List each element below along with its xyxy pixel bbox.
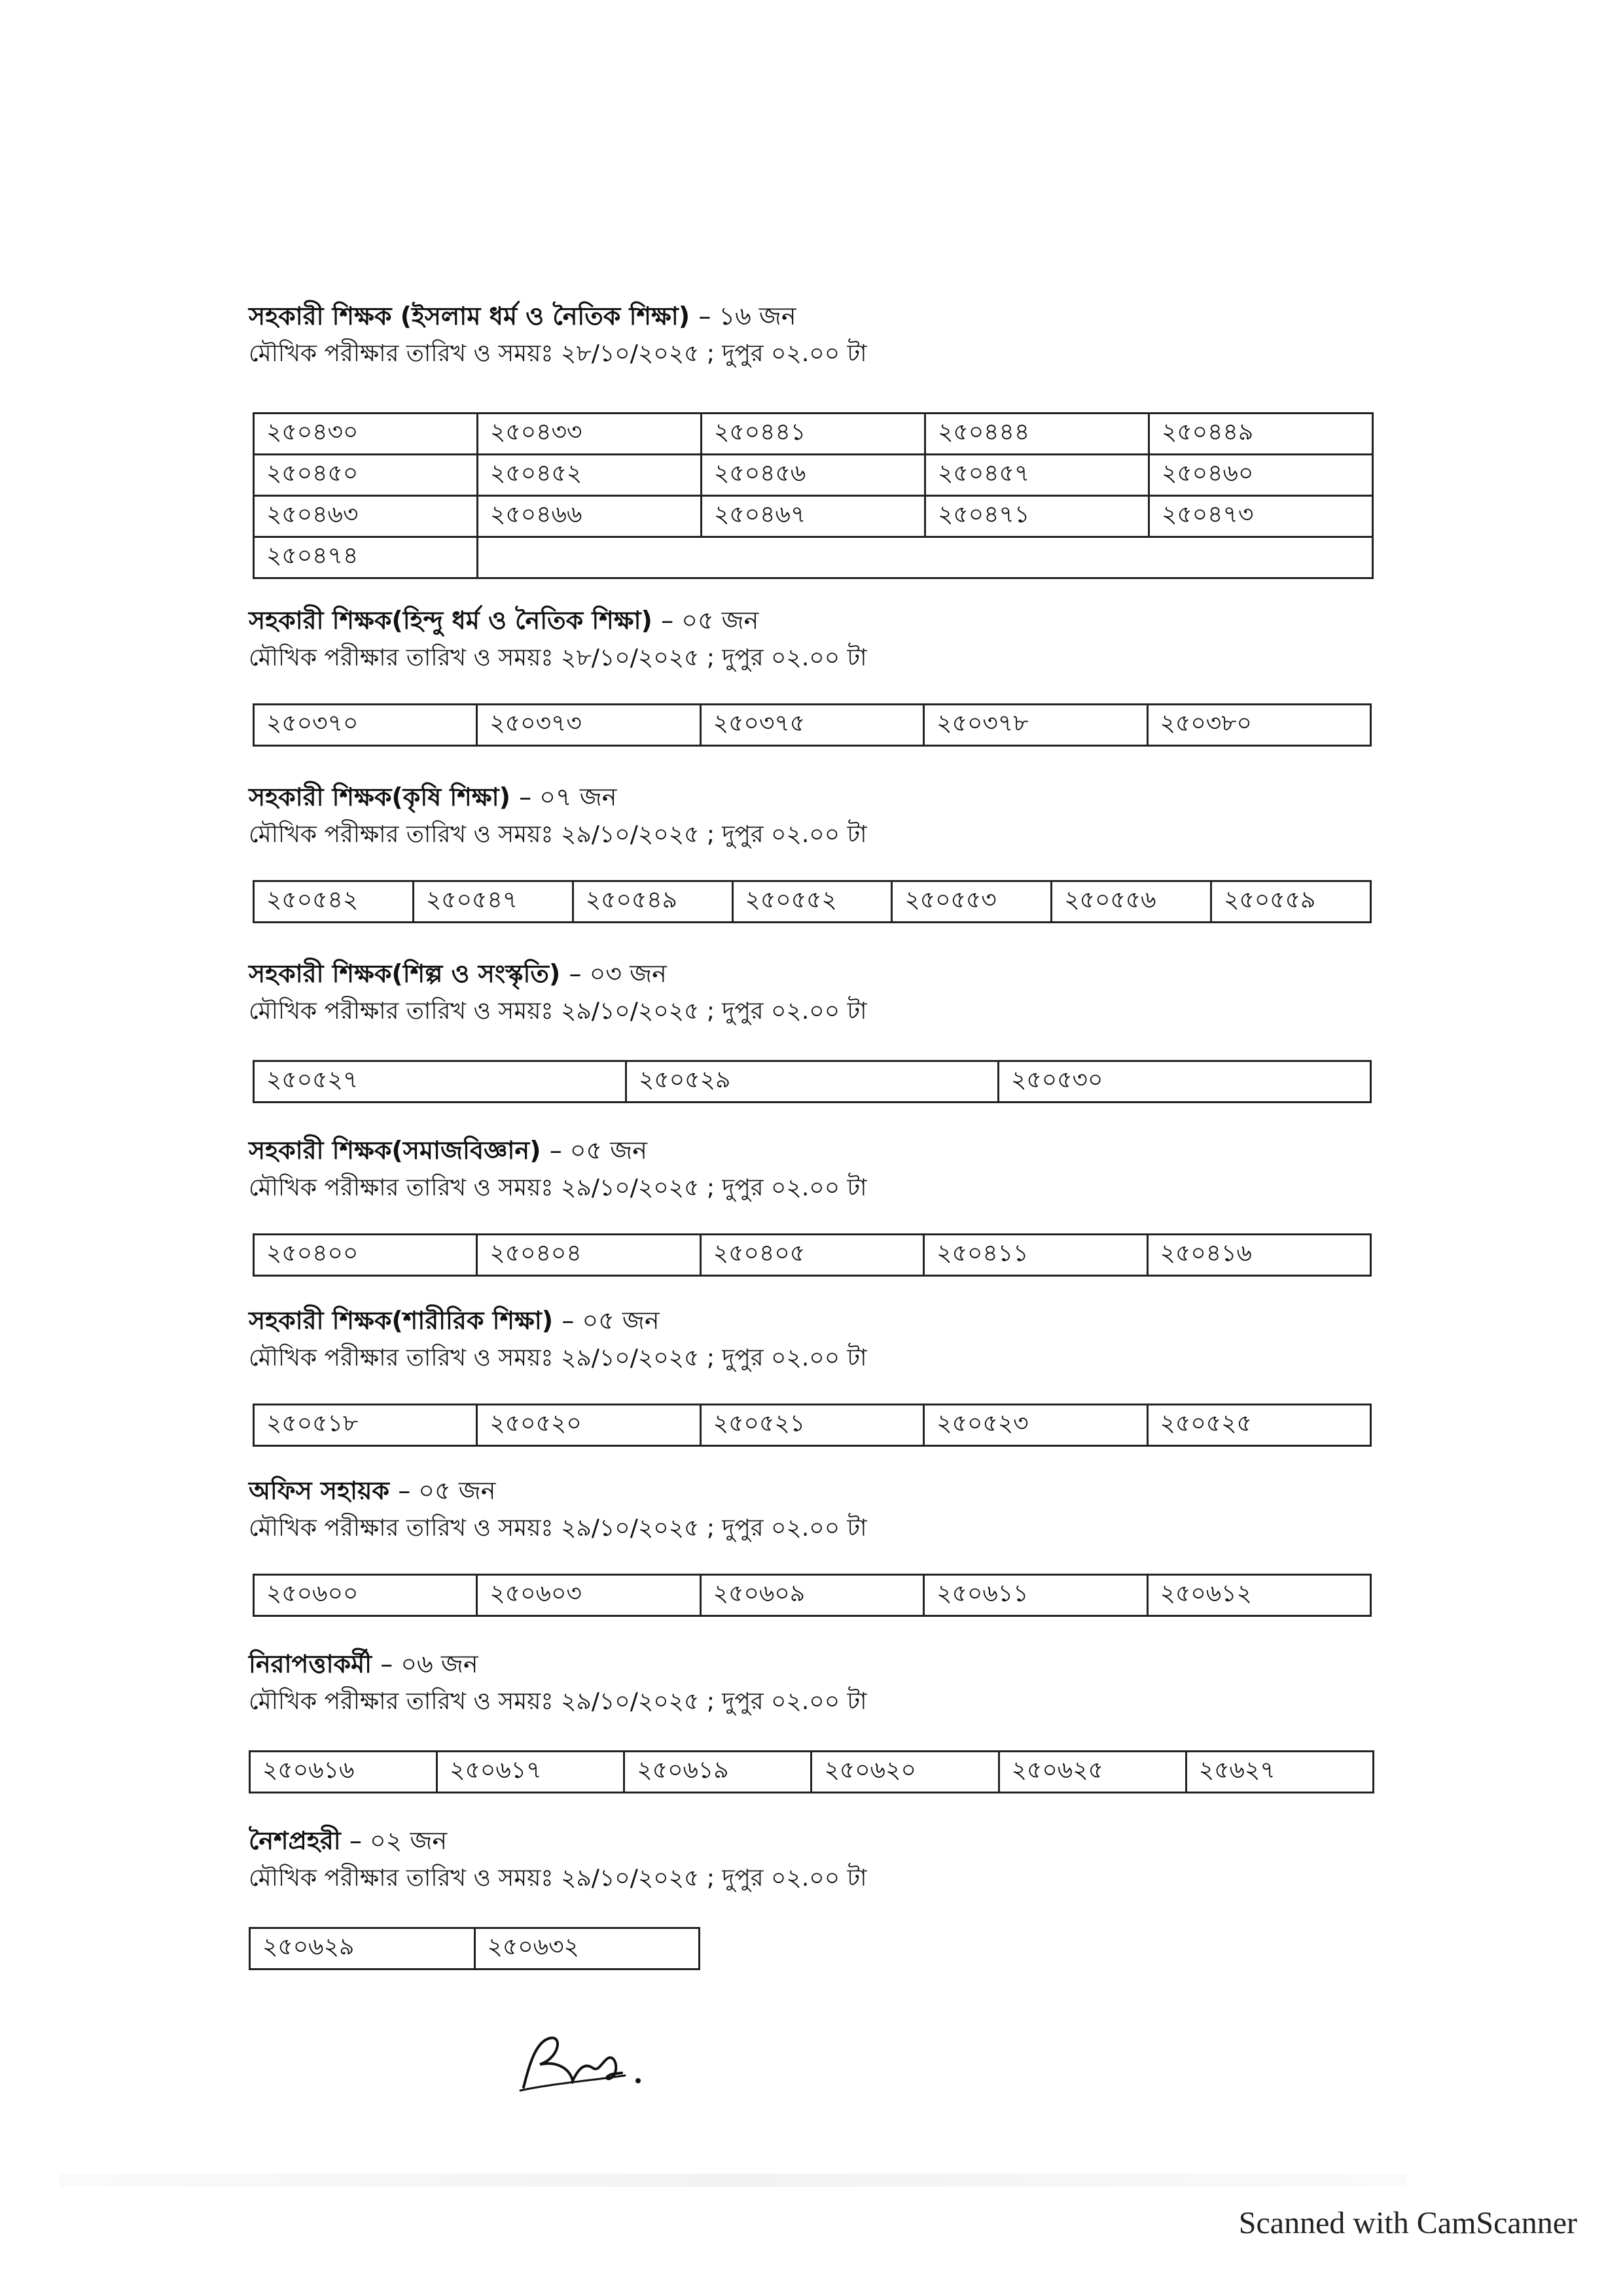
section-count: – ০৭ জন <box>519 783 617 811</box>
roll-cell: ২৫০৩৭৩ <box>477 705 700 746</box>
signature-drawing <box>510 2022 654 2100</box>
section-schedule: মৌখিক পরীক্ষার তারিখ ও সময়ঃ ২৯/১০/২০২৫ ; দুপুর ০২.০০ টা <box>249 821 867 848</box>
signature <box>510 2022 654 2103</box>
roll-table <box>253 1574 1372 1617</box>
roll-cell: ২৫০৩৭৮ <box>924 705 1147 746</box>
roll-cell: ২৫০৪৪৪ <box>925 414 1149 455</box>
section-schedule: মৌখিক পরীক্ষার তারিখ ও সময়ঃ ২৯/১০/২০২৫ ; দুপুর ০২.০০ টা <box>249 1865 867 1892</box>
roll-cell: ২৫০৪৫৭ <box>925 455 1149 496</box>
section-schedule: মৌখিক পরীক্ষার তারিখ ও সময়ঃ ২৮/১০/২০২৫ ; দুপুর ০২.০০ টা <box>249 340 867 367</box>
roll-cell: ২৫০৬১২ <box>1147 1575 1370 1616</box>
roll-cell: ২৫০৪৭৩ <box>1149 496 1373 537</box>
section-security-guard <box>249 1646 1275 1784</box>
table-row <box>254 1061 1371 1103</box>
roll-cell: ২৫০৬১৭ <box>437 1752 624 1793</box>
scan-artifact <box>59 2174 1407 2187</box>
roll-cell: ২৫০৫৫২ <box>732 881 892 923</box>
roll-cell: ২৫০৪৩৩ <box>478 414 702 455</box>
roll-cell: ২৫০৩৭৫ <box>700 705 923 746</box>
section-title: সহকারী শিক্ষক(শিল্প ও সংস্কৃতি) <box>249 959 561 988</box>
roll-cell: ২৫০৪৬০ <box>1149 455 1373 496</box>
roll-cell: ২৫০৪৭১ <box>925 496 1149 537</box>
roll-table <box>253 1404 1372 1447</box>
roll-cell: ২৫০৪৬৬ <box>478 496 702 537</box>
section-night-guard <box>249 1822 867 1960</box>
section-title: সহকারী শিক্ষক(হিন্দু ধর্ম ও নৈতিক শিক্ষা) <box>249 606 652 635</box>
scanner-watermark: Scanned with CamScanner <box>1238 2206 1577 2240</box>
section-title: নৈশপ্রহরী <box>249 1826 341 1855</box>
table-row <box>254 455 1373 496</box>
roll-cell: ২৫০৫২০ <box>477 1405 700 1446</box>
section-office-assistant <box>249 1472 1252 1607</box>
roll-cell: ২৫০৪৬৭ <box>702 496 925 537</box>
section-title: সহকারী শিক্ষক(সমাজবিজ্ঞান) <box>249 1136 541 1165</box>
roll-cell: ২৫০৬২৯ <box>250 1928 475 1969</box>
roll-cell: ২৫০৪৫৬ <box>702 455 925 496</box>
section-agriculture <box>249 779 1316 913</box>
roll-cell: ২৫০৫৫৬ <box>1052 881 1211 923</box>
table-row <box>254 537 1373 578</box>
roll-cell: ২৫০৫২৩ <box>924 1405 1147 1446</box>
table-row <box>254 414 1373 455</box>
roll-cell: ২৫০৬০৩ <box>477 1575 700 1616</box>
roll-cell: ২৫০৪৫০ <box>254 455 478 496</box>
roll-cell: ২৫০৬০০ <box>254 1575 477 1616</box>
roll-cell: ২৫০৫৫৩ <box>892 881 1052 923</box>
roll-table <box>253 880 1372 923</box>
roll-cell: ২৫০৫২৫ <box>1147 1405 1370 1446</box>
section-count: – ১৬ জন <box>698 302 796 330</box>
roll-cell: ২৫০৩৮০ <box>1147 705 1370 746</box>
section-islam <box>249 298 1254 569</box>
roll-cell: ২৫০৫৪৭ <box>413 881 573 923</box>
roll-cell: ২৫০৫২৭ <box>254 1061 626 1103</box>
section-count: – ০৫ জন <box>398 1476 496 1505</box>
roll-cell: ২৫০৪৩০ <box>254 414 478 455</box>
roll-cell: ২৫০৫১৮ <box>254 1405 477 1446</box>
table-row <box>254 496 1373 537</box>
roll-cell: ২৫০৬২০ <box>812 1752 999 1793</box>
roll-cell: ২৫০৪০৪ <box>477 1235 700 1276</box>
roll-cell: ২৫০৬১৬ <box>250 1752 437 1793</box>
section-count: – ০৩ জন <box>569 959 667 988</box>
section-schedule: মৌখিক পরীক্ষার তারিখ ও সময়ঃ ২৯/১০/২০২৫ ; দুপুর ০২.০০ টা <box>249 1174 867 1201</box>
roll-cell: ২৫০৬১৯ <box>624 1752 812 1793</box>
roll-cell: ২৫০৪১১ <box>924 1235 1147 1276</box>
roll-cell: ২৫৬২৭ <box>1186 1752 1373 1793</box>
roll-table <box>253 703 1372 747</box>
roll-cell: ২৫০৫২১ <box>700 1405 923 1446</box>
roll-cell: ২৫০৩৭০ <box>254 705 477 746</box>
roll-table <box>253 412 1374 579</box>
roll-cell: ২৫০৫৪৯ <box>573 881 732 923</box>
section-schedule: মৌখিক পরীক্ষার তারিখ ও সময়ঃ ২৯/১০/২০২৫ ; দুপুর ০২.০০ টা <box>249 1688 867 1715</box>
roll-cell: ২৫০৫৪২ <box>254 881 414 923</box>
section-arts <box>249 955 1103 1093</box>
section-schedule: মৌখিক পরীক্ষার তারিখ ও সময়ঃ ২৯/১০/২০২৫ ; দুপুর ০২.০০ টা <box>249 1345 867 1371</box>
table-row <box>254 1405 1371 1446</box>
roll-table <box>249 1750 1374 1793</box>
roll-cell: ২৫০৪৪৯ <box>1149 414 1373 455</box>
roll-cell: ২৫০৫৫৯ <box>1211 881 1371 923</box>
roll-cell: ২৫০৪৪১ <box>702 414 925 455</box>
section-count: – ০৫ জন <box>661 606 759 635</box>
roll-cell: ২৫০৪৬৩ <box>254 496 478 537</box>
roll-cell: ২৫০৬৩২ <box>474 1928 700 1969</box>
section-title: অফিস সহায়ক <box>249 1476 389 1505</box>
table-row <box>254 1575 1371 1616</box>
table-row <box>254 881 1371 923</box>
section-count: – ০২ জন <box>349 1826 448 1855</box>
table-row <box>250 1752 1374 1793</box>
section-schedule: মৌখিক পরীক্ষার তারিখ ও সময়ঃ ২৯/১০/২০২৫ ; দুপুর ০২.০০ টা <box>249 998 867 1025</box>
roll-table <box>249 1927 700 1970</box>
table-row <box>250 1928 700 1969</box>
empty-cell <box>478 537 1373 578</box>
section-count: – ০৬ জন <box>380 1650 478 1678</box>
section-title: সহকারী শিক্ষক(কৃষি শিক্ষা) <box>249 783 510 811</box>
section-title: নিরাপত্তাকর্মী <box>249 1650 372 1678</box>
roll-cell: ২৫০৬০৯ <box>700 1575 923 1616</box>
roll-cell: ২৫০৪৭৪ <box>254 537 478 578</box>
section-hindu <box>249 602 1252 737</box>
section-schedule: মৌখিক পরীক্ষার তারিখ ও সময়ঃ ২৮/১০/২০২৫ ; দুপুর ০২.০০ টা <box>249 645 867 671</box>
table-row <box>254 705 1371 746</box>
roll-cell: ২৫০৪৫২ <box>478 455 702 496</box>
section-count: – ০৫ জন <box>562 1306 660 1335</box>
table-row <box>254 1235 1371 1276</box>
section-count: – ০৫ জন <box>549 1136 647 1165</box>
section-title: সহকারী শিক্ষক (ইসলাম ধর্ম ও নৈতিক শিক্ষা) <box>249 302 690 330</box>
roll-cell: ২৫০৬২৫ <box>999 1752 1186 1793</box>
roll-cell: ২৫০৫২৯ <box>626 1061 999 1103</box>
section-title: সহকারী শিক্ষক(শারীরিক শিক্ষা) <box>249 1306 554 1335</box>
roll-table <box>253 1060 1372 1103</box>
section-sociology <box>249 1132 1252 1267</box>
roll-cell: ২৫০৪০০ <box>254 1235 477 1276</box>
roll-cell: ২৫০৪০৫ <box>700 1235 923 1276</box>
roll-cell: ২৫০৬১১ <box>924 1575 1147 1616</box>
section-schedule: মৌখিক পরীক্ষার তারিখ ও সময়ঃ ২৯/১০/২০২৫ ; দুপুর ০২.০০ টা <box>249 1515 867 1542</box>
roll-cell: ২৫০৪১৬ <box>1147 1235 1370 1276</box>
roll-table <box>253 1233 1372 1277</box>
roll-cell: ২৫০৫৩০ <box>999 1061 1371 1103</box>
section-physical <box>249 1302 1252 1437</box>
